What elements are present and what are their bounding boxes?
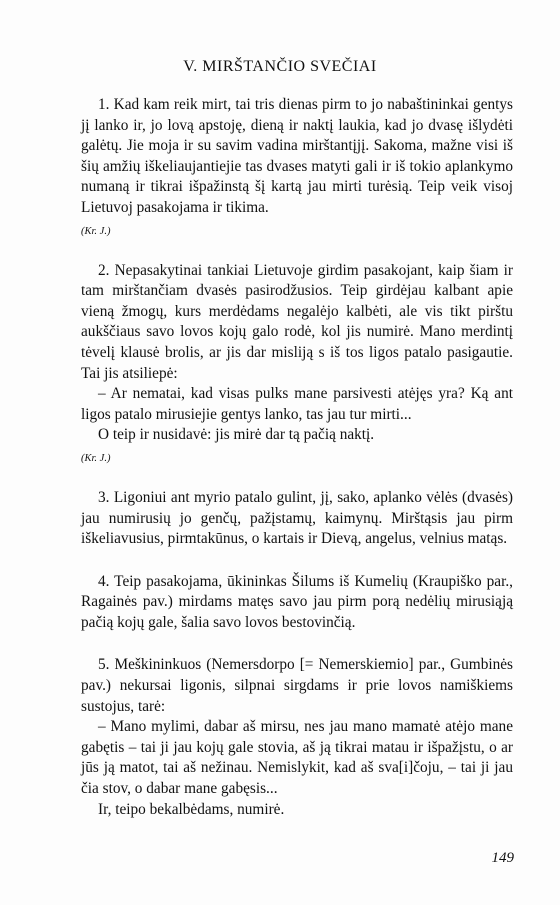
paragraph: 3. Ligoniui ant myrio patalo gulint, jį, sako, aplanko vėlės (dvasės) jau numirusių jo genčų, pažįstamų, kaimynų. Mirštąsis jau pirm iškeliavusius, pirmtakūnus, o kartais ir Dievą, angelus, velnius matąs.	[81, 488, 513, 548]
paragraph: – Mano mylimi, dabar aš mirsu, nes jau mano mamatė atėjo mane gabętis – tai ji jau kojų gale stovia, aš ją tikrai matau ir išpažįstu, o ar jūs ją matot, tai aš nežinau. Nemislykit, kad aš sva[i]čoju, – tai ji jau čia stov, o dabar mane gabęsis...	[81, 718, 513, 798]
paragraph: 4. Teip pasakojama, ūkininkas Šilums iš Kumelių (Kraupiško par., Ragainės pav.) mirdams matęs savo jau pirm porą nedėlių mirusiąją pačią kojų gale, šalia savo lovos bestovinčią.	[81, 572, 513, 631]
section-5	[81, 655, 513, 820]
source-note: (Kr. J.)	[81, 225, 111, 237]
paragraph: 5. Meškininkuos (Nemersdorpo [= Nemerskiemio] par., Gumbinės pav.) nekursai ligonis, silpnai sirgdams ir prie lovos namiškiems sustojus, tarė:	[81, 656, 513, 715]
page-body	[81, 95, 513, 820]
paragraph: Ir, teipo bekalbėdams, numirė.	[98, 800, 285, 818]
section-4	[81, 572, 513, 634]
source-note: (Kr. J.)	[81, 452, 111, 464]
paragraph: 1. Kad kam reik mirt, tai tris dienas pirm to jo nabaštininkai gentys jį lanko ir, jo lovą apstoję, dieną ir naktį laukia, kad jo dvasę išlydėti galėtų. Jie moja ir su savim vadina mirštantįjį. Sakoma, mažne visi iš šių amžių iškeliaujantiejie tas dvases matyti gali ir iš tokio aplankymo numaną ir tikrai išpažinstą šį kartą jau mirti turėsią. Teip veik visoj Lietuvoj pasakojama ir tikima.	[81, 96, 513, 216]
paragraph: – Ar nematai, kad visas pulks mane parsivesti atėjęs yra? Ką ant ligos patalo mirusiejie gentys lanko, tas jau tur mirti...	[81, 385, 513, 423]
paragraph: 2. Nepasakytinai tankiai Lietuvoje girdim pasakojant, kaip šiam ir tam mirštančiam dvasės pasirodžusios. Teip girdėjau kalbant apie vieną žmogų, kurs merdėdams negalėjo kalbėti, ale vis tikt pirštu aukščiaus savo lovos kojų galo rodė, kol jis numirė. Mano merdintį tėvelį klausė brolis, ar jis dar misliją s iš tos ligos patalo pasigautie. Tai jis atsiliepė:	[81, 261, 513, 382]
section-2	[81, 261, 513, 466]
paragraph: O teip ir nusidavė: jis mirė dar tą pačią naktį.	[98, 426, 375, 444]
section-3	[81, 488, 513, 550]
chapter-title: V. MIRŠTANČIO SVEČIAI	[183, 58, 377, 75]
page-number: 149	[491, 850, 514, 866]
section-1	[81, 95, 513, 239]
